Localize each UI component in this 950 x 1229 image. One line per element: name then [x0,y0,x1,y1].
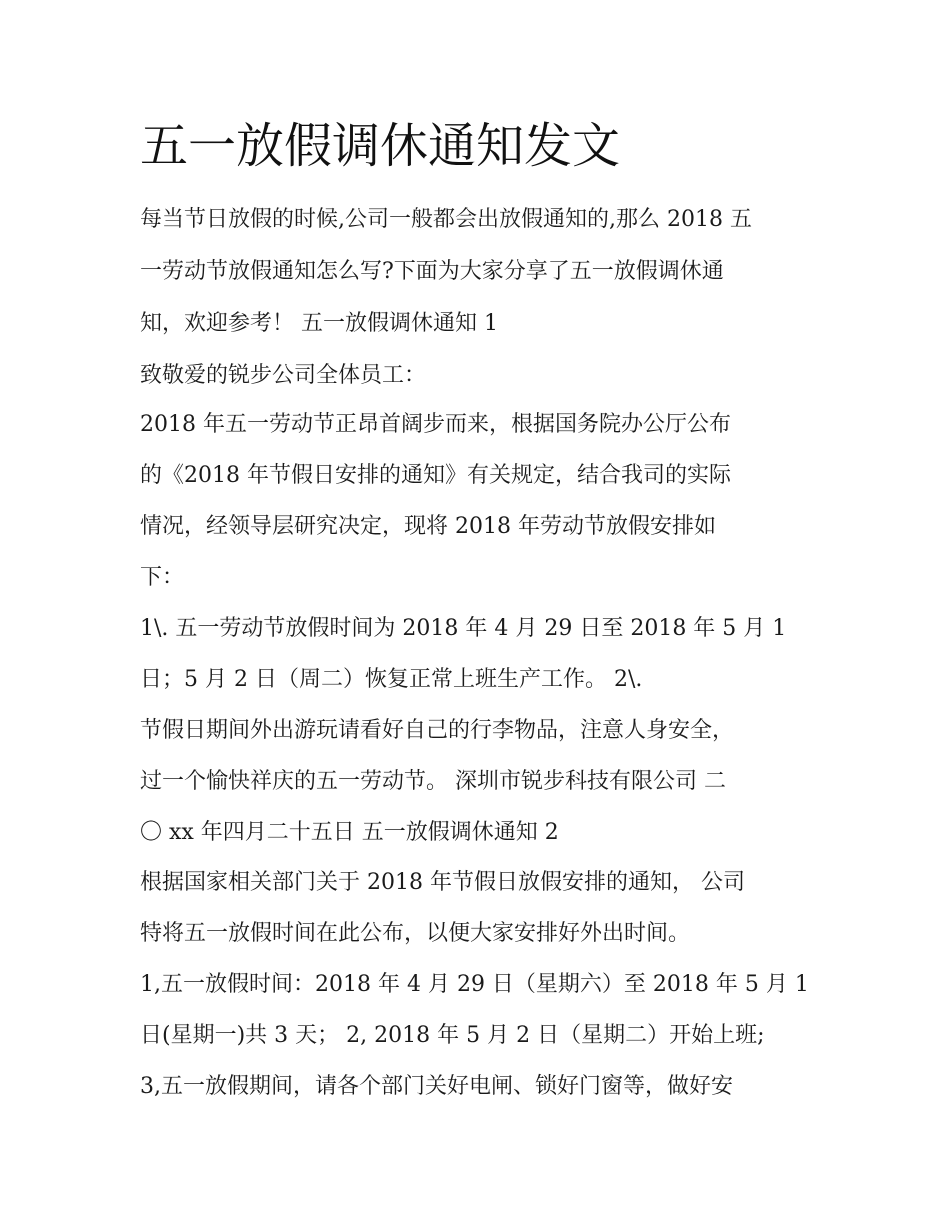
document-title: 五一放假调休通知发文 [140,118,621,174]
body-line: 3,五一放假期间，请各个部门关好电闸、锁好门窗等，做好安 [140,1074,733,1099]
body-line: 日(星期一)共 3 天； 2, 2018 年 5 月 2 日（星期二）开始上班; [140,1023,765,1048]
body-line: 一劳动节放假通知怎么写?下面为大家分享了五一放假调休通 [140,259,724,284]
body-line: 根据国家相关部门关于 2018 年节假日放假安排的通知， 公司 [140,870,745,895]
body-line: 2018 年五一劳动节正昂首阔步而来，根据国务院办公厅公布 [140,412,731,437]
body-line: 1\. 五一劳动节放假时间为 2018 年 4 月 29 日至 2018 年 5 月 1 [140,616,787,641]
body-line: 知，欢迎参考！ 五一放假调休通知 1 [140,311,498,336]
body-line: 节假日期间外出游玩请看好自己的行李物品，注意人身安全， [140,718,735,743]
body-line: 情况，经领导层研究决定，现将 2018 年劳动节放假安排如 [140,514,716,539]
body-line: 致敬爱的锐步公司全体员工： [140,363,427,388]
body-line: 下： [140,565,185,590]
body-line: 日；5 月 2 日（周二）恢复正常上班生产工作。 2\. [140,667,643,692]
body-line: 过一个愉快祥庆的五一劳动节。 深圳市锐步科技有限公司 二 [140,769,726,794]
body-line: 每当节日放假的时候,公司一般都会出放假通知的,那么 2018 五 [140,207,752,232]
body-line: 〇 xx 年四月二十五日 五一放假调休通知 2 [140,820,559,845]
body-line: 的《2018 年节假日安排的通知》有关规定，结合我司的实际 [140,463,731,488]
body-line: 1,五一放假时间：2018 年 4 月 29 日（星期六）至 2018 年 5 月 1 [140,972,809,997]
body-line: 特将五一放假时间在此公布，以便大家安排好外出时间。 [140,921,691,946]
